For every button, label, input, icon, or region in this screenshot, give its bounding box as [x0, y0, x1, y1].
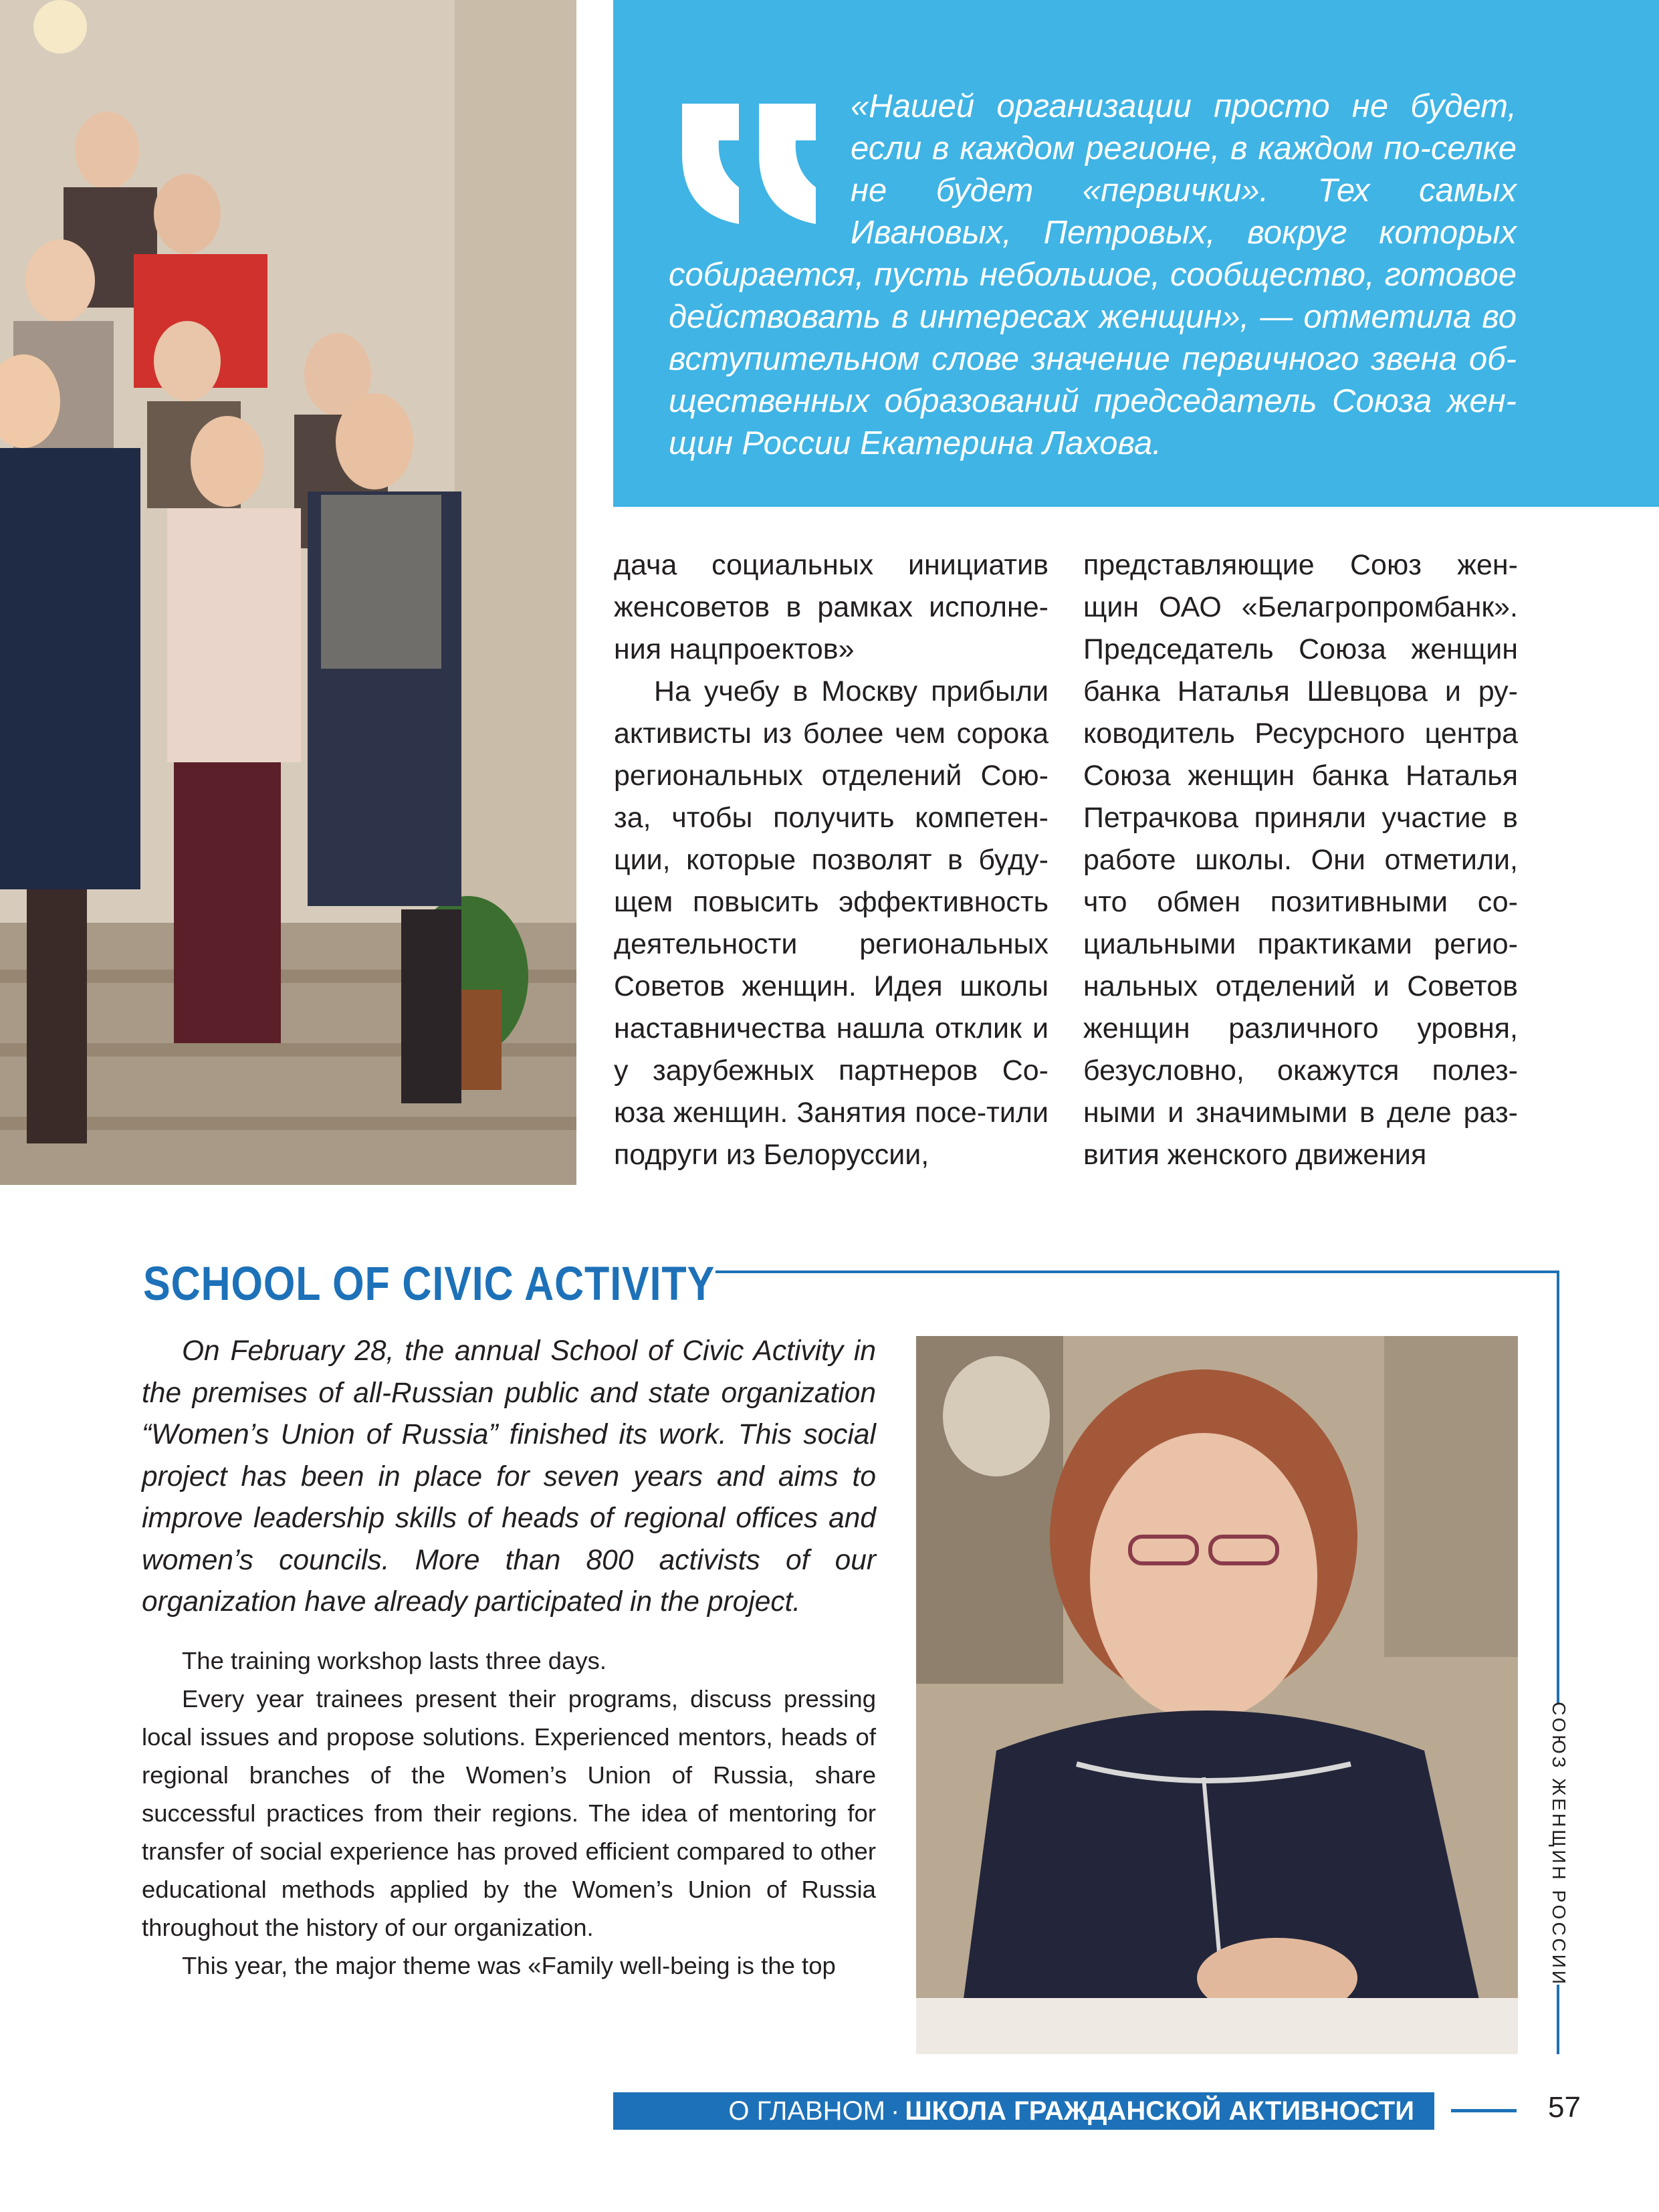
portrait-illustration [916, 1336, 1518, 2054]
section-title: SCHOOL OF CIVIC ACTIVITY [143, 1258, 715, 1311]
side-label [1539, 1701, 1579, 1987]
english-body [142, 1642, 876, 1985]
group-photo-illustration [0, 0, 576, 1185]
ru-paragraph: представляющие Союз жен-щин ОАО «Белагропромбанк». Председатель Союза женщин банка Наталья Шевцова и ру-ководитель Ресурсного центра Союза женщин банка Наталья Петрачкова приняли участие в работе школы. Они отметили, что обмен позитивными со-циальными практиками регио-нальных отделений и Советов женщин различного уровня, безусловно, окажутся полез-ными и значимыми в деле раз-вития женского движения [1083, 549, 1518, 1171]
frame-line-right [1557, 1270, 1559, 1704]
ru-paragraph: дача социальных инициатив женсоветов в рамках исполне-ния нацпроектов» [614, 549, 1048, 665]
page-number: 57 [1548, 2091, 1581, 2124]
portrait-photo [916, 1336, 1518, 2054]
side-label-text: СОЮЗ ЖЕНЩИН РОССИИ [1549, 1701, 1569, 1987]
group-photo [0, 0, 576, 1185]
english-paragraph: This year, the major theme was «Family well-being is the top [182, 1952, 836, 1979]
ru-column-1 [614, 544, 1048, 1180]
ru-column-2 [1083, 544, 1518, 1180]
pull-quote [669, 86, 1517, 487]
frame-line-right-lower [1557, 1985, 1559, 2054]
footer-separator: · [891, 2096, 900, 2126]
english-paragraph: The training workshop lasts three days. [182, 1647, 607, 1674]
footer-band [613, 2092, 1434, 2130]
english-paragraph: Every year trainees present their programs, discuss pressing local issues and propose solutions. Experienced mentors, heads of regional branches of the Women’s Union of Russia, share successful practices from their regions. The idea of mentoring for transfer of social experience has proved efficient compared to other educational methods applied by the Women’s Union of Russia throughout the history of our organization. [142, 1685, 876, 1941]
ru-paragraph: На учебу в Москву прибыли активисты из более чем сорока региональных отделений Сою-за, чтобы получить компетен-ции, которые позволят в буду-щем повысить эффективность деятельности региональных Советов женщин. Идея школы наставничества нашла отклик и у зарубежных партнеров Со-юза женщин. Занятия посе-тили подруги из Белоруссии, [614, 675, 1048, 1171]
footer-section: О ГЛАВНОМ [728, 2096, 885, 2126]
pull-quote-text: «Нашей организации просто не будет, если в каждом регионе, в каждом по-селке не будет «первички». Тех самых Ивановых, Петровых, вокруг которых собирается, пусть небольшое, сообщество, готовое действовать в интересах женщин», — отметила во вступительном слове значение первичного звена об-щественных образований председатель Союза жен-щин России Екатерина Лахова. [669, 88, 1517, 461]
footer-rule [1451, 2109, 1517, 2112]
frame-line-top [715, 1270, 1559, 1273]
english-lead: On February 28, the annual School of Civic Activity in the premises of all-Russian public and state organization “Women’s Union of Russia” finished its work. This social project has been in place for seven years and aims to improve leadership skills of heads of regional offices and women’s councils. More than 800 activists of our organization have already participated in the project. [142, 1335, 876, 1618]
footer-topic: ШКОЛА ГРАЖДАНСКОЙ АКТИВНОСТИ [905, 2096, 1414, 2126]
